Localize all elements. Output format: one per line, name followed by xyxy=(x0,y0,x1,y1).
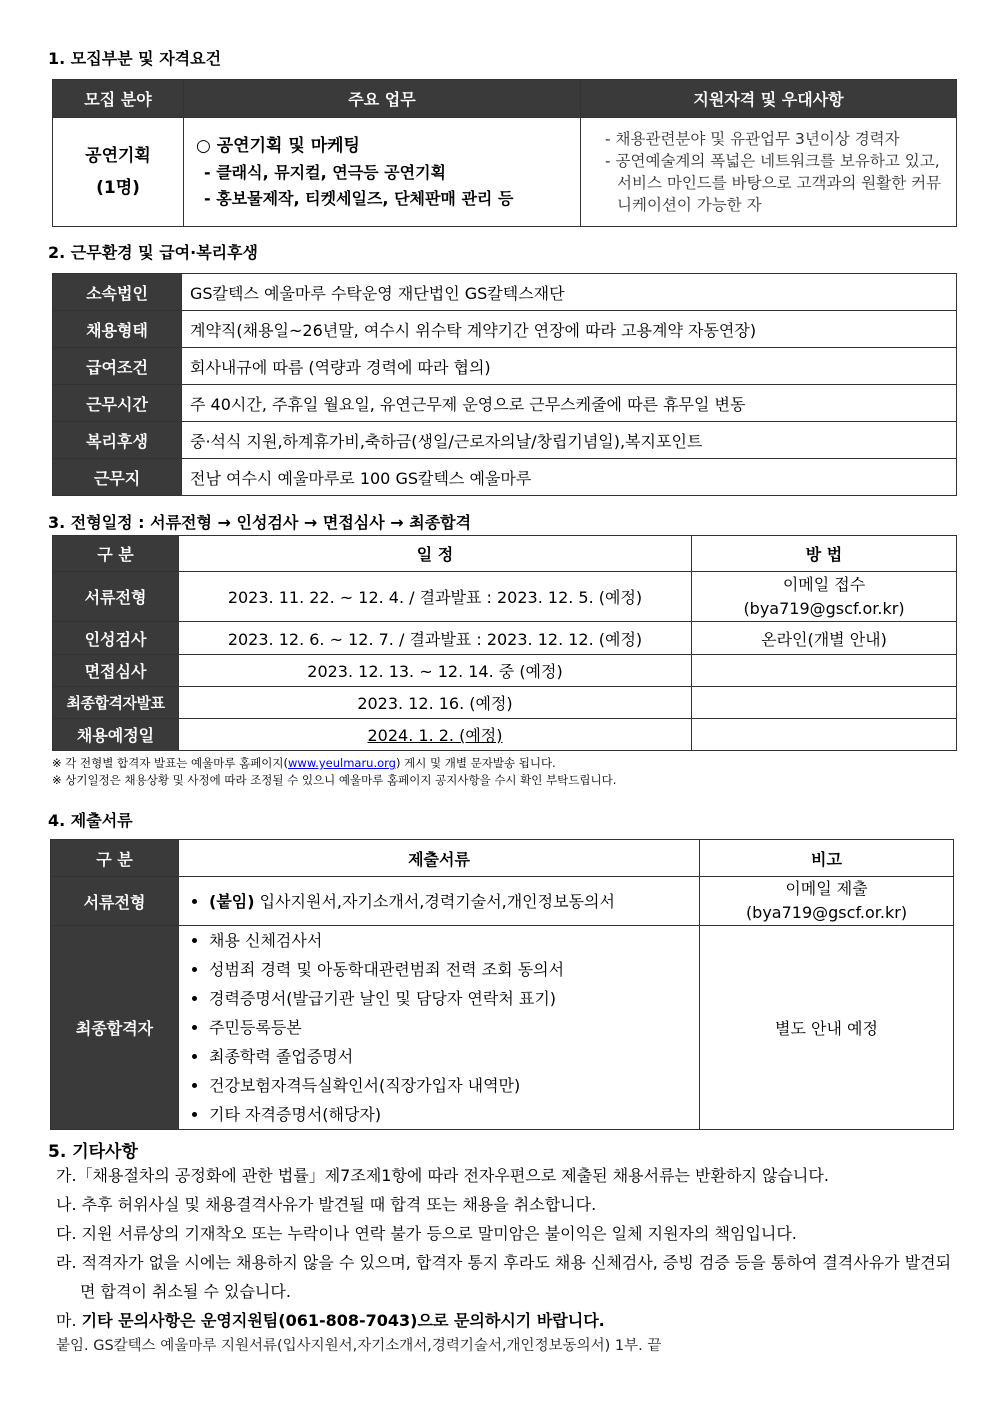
note-1-text: ※ 각 전형별 합격자 발표는 예울마루 홈페이지( xyxy=(52,756,289,770)
field-count: (1명) xyxy=(96,178,140,198)
env-value: GS칼텍스 예울마루 수탁운영 재단법인 GS칼텍스재단 xyxy=(182,274,957,311)
env-label: 채용형태 xyxy=(53,311,182,348)
schedule-value: 2023. 12. 16. (예정) xyxy=(179,687,692,719)
etc-prefix: 마. xyxy=(56,1311,82,1330)
final-item: • 기타 자격증명서(해당자) xyxy=(209,1100,691,1129)
qualification-item: - 채용관련분야 및 유관업무 3년이상 경력자 xyxy=(605,130,900,148)
schedule-label: 최종합격자발표 xyxy=(53,687,179,719)
final-note: 별도 안내 예정 xyxy=(700,926,954,1130)
section-1-title: 1. 모집부분 및 자격요건 xyxy=(48,49,222,68)
env-value: 주 40시간, 주휴일 월요일, 유연근무제 운영으로 근무스케줄에 따른 휴무일 변동 xyxy=(182,385,957,422)
env-value: 회사내규에 따름 (역량과 경력에 따라 협의) xyxy=(182,348,957,385)
header-qualification: 지원자격 및 우대사항 xyxy=(581,80,957,118)
env-value: 계약직(채용일~26년말, 여수시 위수탁 계약기간 연장에 따라 고용계약 자동연장) xyxy=(182,311,957,348)
field-name: 공연기획 xyxy=(85,146,151,166)
method-value: 이메일 접수 xyxy=(782,574,866,594)
homepage-link[interactable]: www.yeulmaru.org xyxy=(288,756,396,770)
schedule-label: 서류전형 xyxy=(53,572,179,622)
doc-list xyxy=(187,887,691,916)
schedule-value: 2023. 11. 22. ~ 12. 4. / 결과발표 : 2023. 12. 5. (예정) xyxy=(179,572,692,622)
env-label: 근무지 xyxy=(53,459,182,496)
duty-main: ○ 공연기획 및 마케팅 xyxy=(196,136,360,156)
final-item: • 건강보험자격득실확인서(직장가입자 내역만) xyxy=(209,1071,691,1100)
env-label: 근무시간 xyxy=(53,385,182,422)
header-category: 구 분 xyxy=(51,840,179,877)
schedule-value-cell xyxy=(179,719,692,751)
schedule-value: 2024. 1. 2. (예정) xyxy=(367,726,503,745)
method-empty xyxy=(692,719,957,751)
header-remarks: 비고 xyxy=(700,840,954,877)
note-1-text-end: ) 게시 및 개별 문자발송 됩니다. xyxy=(395,756,556,770)
doc-note-cell xyxy=(700,877,954,926)
header-method: 방 법 xyxy=(692,536,957,572)
doc-item xyxy=(209,887,691,916)
doc-cell xyxy=(179,877,700,926)
final-item: • 최종학력 졸업증명서 xyxy=(209,1042,691,1071)
header-category: 구 분 xyxy=(53,536,179,572)
doc-attach: (붙임) xyxy=(209,891,255,911)
etc-item: 가.「채용절차의 공정화에 관한 법률」제7조제1항에 따라 전자우편으로 제출된 채용서류는 반환하지 않습니다. xyxy=(56,1166,829,1185)
schedule-value: 2023. 12. 6. ~ 12. 7. / 결과발표 : 2023. 12. 12. (예정) xyxy=(179,622,692,655)
final-cell xyxy=(179,926,700,1130)
header-field: 모집 분야 xyxy=(53,80,184,118)
note-2: ※ 상기일정은 채용상황 및 사정에 따라 조정될 수 있으니 예울마루 홈페이지 공지사항을 수시 확인 부탁드립니다. xyxy=(52,773,617,787)
header-duty: 주요 업무 xyxy=(184,80,581,118)
schedule-label: 채용예정일 xyxy=(53,719,179,751)
doc-label: 서류전형 xyxy=(51,877,179,926)
env-label: 소속법인 xyxy=(53,274,182,311)
qualification-item: - 공연예술계의 폭넓은 네트워크를 보유하고 있고, 서비스 마인드를 바탕으로 고객과의 원활한 커뮤니케이션이 가능한 자 xyxy=(605,152,942,214)
etc-item: 다. 지원 서류상의 기재착오 또는 누락이나 연락 불가 등으로 말미암은 불이익은 일체 지원자의 책임입니다. xyxy=(56,1224,797,1243)
duty-item: - 클래식, 뮤지컬, 연극등 공연기획 xyxy=(204,163,447,182)
duty-cell xyxy=(184,118,581,227)
doc-text: 입사지원서,자기소개서,경력기술서,개인정보동의서 xyxy=(254,891,615,911)
field-cell xyxy=(53,118,184,227)
schedule-value: 2023. 12. 13. ~ 12. 14. 중 (예정) xyxy=(179,655,692,687)
duty-item: - 홍보물제작, 티켓세일즈, 단체판매 관리 등 xyxy=(204,189,514,208)
contact-info: 기타 문의사항은 운영지원팀(061-808-7043)으로 문의하시기 바랍니다. xyxy=(81,1311,605,1330)
schedule-notes xyxy=(52,755,616,789)
doc-email: (bya719@gscf.or.kr) xyxy=(745,903,908,922)
etc-item-contact xyxy=(56,1306,956,1335)
documents-table xyxy=(50,839,954,1130)
recruit-table xyxy=(52,79,957,227)
qualification-cell xyxy=(581,118,957,227)
header-schedule: 일 정 xyxy=(179,536,692,572)
env-value: 중·석식 지원,하계휴가비,축하금(생일/근로자의날/창립기념일),복지포인트 xyxy=(182,422,957,459)
section-4-title: 4. 제출서류 xyxy=(48,811,133,830)
etc-item: 라. 적격자가 없을 시에는 채용하지 않을 수 있으며, 합격자 통지 후라도 채용 신체검사, 증빙 검증 등을 통하여 결격사유가 발견되면 합격이 취소될 수 있습니다. xyxy=(56,1253,952,1301)
env-label: 급여조건 xyxy=(53,348,182,385)
section-5-title: 5. 기타사항 xyxy=(48,1142,138,1162)
work-env-table xyxy=(52,273,957,496)
env-label: 복리후생 xyxy=(53,422,182,459)
final-label: 최종합격자 xyxy=(51,926,179,1130)
etc-list xyxy=(56,1161,956,1335)
method-value: 온라인(개별 안내) xyxy=(692,622,957,655)
final-item: • 성범죄 경력 및 아동학대관련범죄 전력 조회 동의서 xyxy=(209,955,691,984)
attachment-note: 붙임. GS칼텍스 예울마루 지원서류(입사지원서,자기소개서,경력기술서,개인정보동의서) 1부. 끝 xyxy=(56,1338,662,1354)
method-cell xyxy=(692,572,957,622)
note-1 xyxy=(52,755,616,772)
final-item: • 채용 신체검사서 xyxy=(209,926,691,955)
schedule-table xyxy=(52,535,957,751)
env-value: 전남 여수시 예울마루로 100 GS칼텍스 예울마루 xyxy=(182,459,957,496)
final-item: • 경력증명서(발급기관 날인 및 담당자 연락처 표기) xyxy=(209,984,691,1013)
method-empty xyxy=(692,655,957,687)
section-2-title: 2. 근무환경 및 급여·복리후생 xyxy=(48,243,259,262)
header-documents: 제출서류 xyxy=(179,840,700,877)
final-list xyxy=(187,926,691,1129)
method-empty xyxy=(692,687,957,719)
schedule-label: 인성검사 xyxy=(53,622,179,655)
final-item: • 주민등록등본 xyxy=(209,1013,691,1042)
method-email: (bya719@gscf.or.kr) xyxy=(743,598,905,618)
section-3-title: 3. 전형일정 : 서류전형 → 인성검사 → 면접심사 → 최종합격 xyxy=(48,513,472,532)
etc-item: 나. 추후 허위사실 및 채용결격사유가 발견될 때 합격 또는 채용을 취소합니다. xyxy=(56,1195,597,1214)
doc-note: 이메일 제출 xyxy=(785,879,868,898)
schedule-label: 면접심사 xyxy=(53,655,179,687)
